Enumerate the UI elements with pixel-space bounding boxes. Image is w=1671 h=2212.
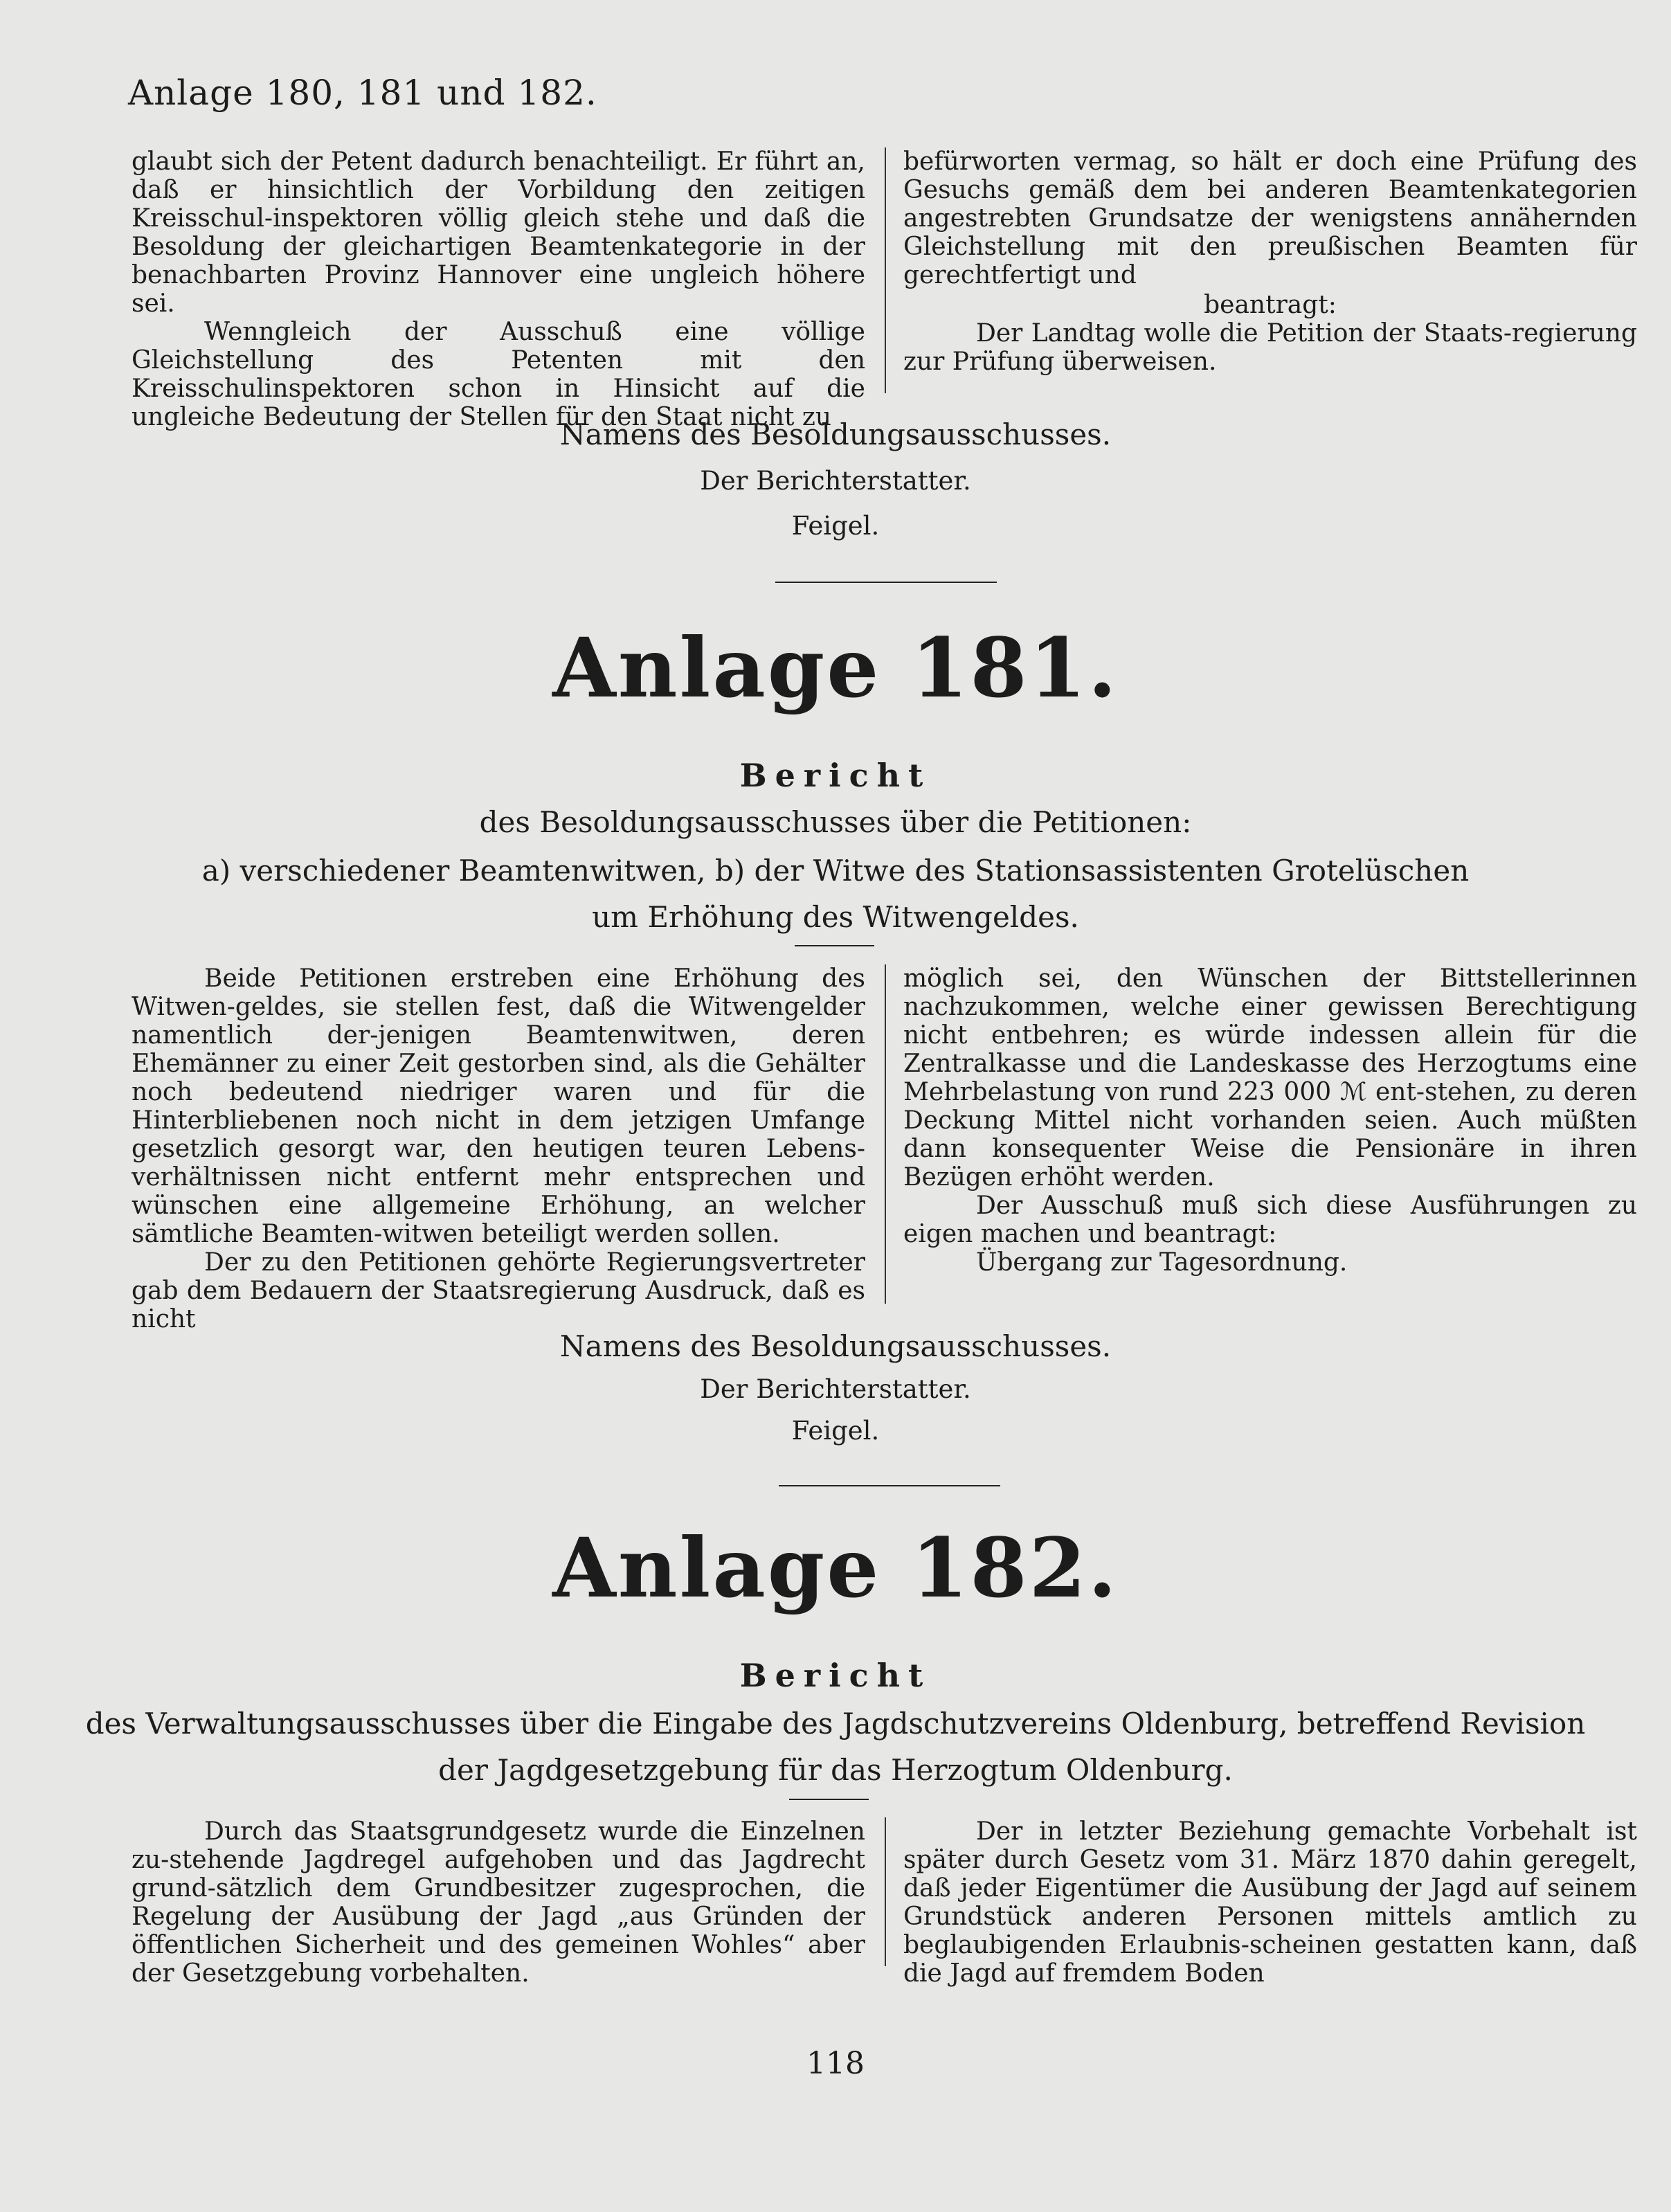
beantragt-label: beantragt: [1204, 291, 1337, 319]
reporter-name: Feigel. [791, 1416, 880, 1446]
running-head: Anlage 180, 181 und 182. [128, 73, 597, 113]
reporter-name: Feigel. [791, 511, 880, 541]
bericht-heading: Bericht [739, 1657, 932, 1694]
committee-signoff: Namens des Besoldungsausschusses. [559, 1329, 1112, 1363]
paragraph: möglich sei, den Wünschen der Bittstellerinnen nachzukommen, welche einer gewissen Berechtigung nicht entbehren; es würde indessen allein für die Zentralkasse und die Landeskasse des Herzogtums eine Mehrbelastung von rund 223 000 ℳ ent-stehen, zu deren Deckung Mittel nicht vorhanden seien. Auch müßten dann konsequenter Weise die Pensionäre in ihren Bezügen erhöht werden. [903, 964, 1637, 1192]
committee-signoff: Namens des Besoldungsausschusses. [559, 417, 1112, 451]
section-181-right-column [903, 964, 1637, 1277]
short-rule [795, 945, 874, 946]
section-180-columns [132, 147, 1637, 431]
paragraph: Durch das Staatsgrundgesetz wurde die Einzelnen zu-stehende Jagdregel aufgehoben und das Jagdrecht grund-sätzlich dem Grundbesitzer zugesprochen, die Regelung der Ausübung der Jagd „aus Gründen der öffentlichen Sicherheit und des gemeinen Wohles“ aber der Gesetzgebung vorbehalten. [132, 1817, 865, 1988]
paragraph: glaubt sich der Petent dadurch benachteiligt. Er führt an, daß er hinsichtlich der Vorbildung den zeitigen Kreisschul-inspektoren völlig gleich stehe und daß die Besoldung der gleichartigen Beamtenkategorie in der benachbarten Provinz Hannover eine ungleich höhere sei. [132, 147, 865, 318]
reporter-label: Der Berichterstatter. [700, 1374, 971, 1404]
paragraph: Beide Petitionen erstreben eine Erhöhung des Witwen-geldes, sie stellen fest, daß die Witwengelder namentlich der-jenigen Beamtenwitwen, deren Ehemänner zu einer Zeit gestorben sind, als die Gehälter noch bedeutend niedriger waren und für die Hinterbliebenen noch nicht in dem jetzigen Umfange gesetzlich gesorgt war, den heutigen teuren Lebens-verhältnissen nicht entfernt mehr entsprechen und wünschen eine allgemeine Erhöhung, an welcher sämtliche Beamten-witwen beteiligt werden sollen. [132, 964, 865, 1248]
section-180-left-column [132, 147, 865, 431]
paragraph: Der zu den Petitionen gehörte Regierungsvertreter gab dem Bedauern der Staatsregierung Ausdruck, daß es nicht [132, 1248, 865, 1333]
section-separator [779, 1485, 1000, 1486]
column-divider [885, 1817, 886, 1966]
reporter-label: Der Berichterstatter. [700, 466, 971, 496]
section-separator [775, 582, 997, 583]
paragraph: befürworten vermag, so hält er doch eine Prüfung des Gesuchs gemäß dem bei anderen Beamtenkategorien angestrebten Grundsatze der wenigstens annähernden Gleichstellung mit den preußischen Beamten für gerechtfertigt und [903, 147, 1637, 289]
section-180-right-column [903, 147, 1637, 376]
column-divider [885, 964, 886, 1304]
bericht-heading: Bericht [739, 757, 932, 794]
subject-line: der Jagdgesetzgebung für das Herzogtum Oldenburg. [438, 1753, 1233, 1787]
section-182-right-column [903, 1817, 1637, 1988]
section-181-columns [132, 964, 1637, 1333]
subject-line: des Verwaltungsausschusses über die Eingabe des Jagdschutzvereins Oldenburg, betreffend Revision [85, 1707, 1586, 1741]
subject-line: a) verschiedener Beamtenwitwen, b) der Witwe des Stationsassistenten Grotelüschen [201, 854, 1470, 888]
page-title: Anlage 181. [552, 620, 1119, 716]
motion-text: Übergang zur Tagesordnung. [976, 1248, 1348, 1277]
section-182-columns [132, 1817, 1637, 1988]
paragraph: Wenngleich der Ausschuß eine völlige Gleichstellung des Petenten mit den Kreisschulinspektoren schon in Hinsicht auf die ungleiche Bedeutung der Stellen für den Staat nicht zu [132, 318, 865, 431]
page-number: 118 [806, 2046, 865, 2081]
paragraph: Der in letzter Beziehung gemachte Vorbehalt ist später durch Gesetz vom 31. März 1870 dahin geregelt, daß jeder Eigentümer die Ausübung der Jagd auf seinem Grundstück anderen Personen mittels amtlich zu beglaubigenden Erlaubnis-scheinen gestatten kann, daß die Jagd auf fremdem Boden [903, 1817, 1637, 1988]
subject-line: des Besoldungsausschusses über die Petitionen: [479, 805, 1192, 839]
page-title: Anlage 182. [552, 1520, 1119, 1616]
section-181-left-column [132, 964, 865, 1333]
short-rule [789, 1799, 869, 1800]
paragraph: Der Ausschuß muß sich diese Ausführungen zu eigen machen und beantragt: [903, 1192, 1637, 1248]
section-182-left-column [132, 1817, 865, 1988]
column-divider [885, 147, 886, 393]
motion-text: Der Landtag wolle die Petition der Staats-regierung zur Prüfung überweisen. [903, 319, 1637, 376]
subject-line: um Erhöhung des Witwengeldes. [592, 900, 1079, 934]
